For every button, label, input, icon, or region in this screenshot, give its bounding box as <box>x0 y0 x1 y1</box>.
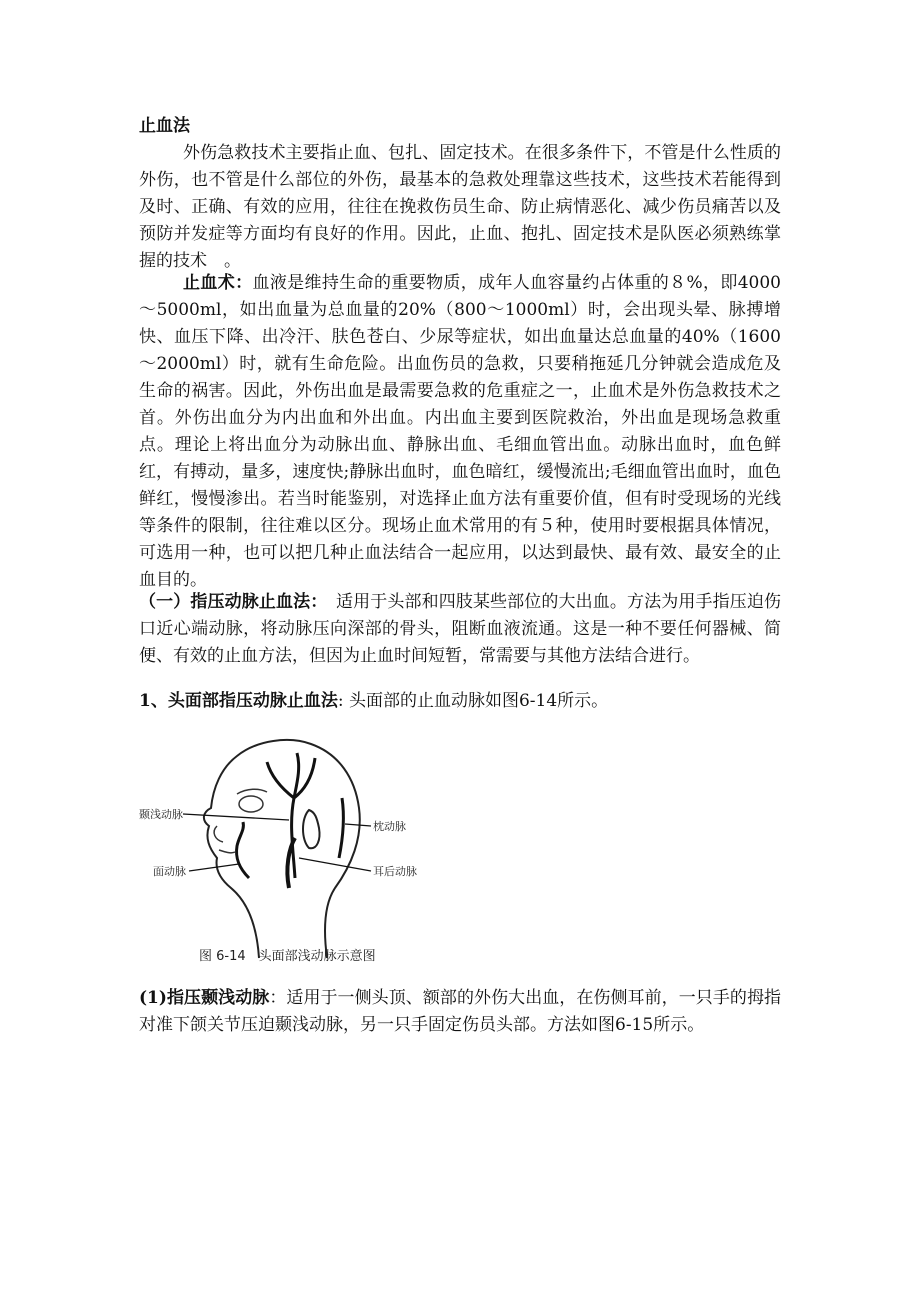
ear-shape <box>303 810 320 848</box>
item1-paragraph <box>139 985 781 1039</box>
figure-caption: 图 6-14 头面部浅动脉示意图 <box>199 949 376 964</box>
leader-facial <box>189 864 239 871</box>
doc-title: 止血法 <box>139 116 190 136</box>
label-temporal-artery: 颞浅动脉 <box>139 808 183 821</box>
leader-occipital <box>345 824 371 826</box>
hemostasis-heading: 止血术： <box>183 273 253 293</box>
hemostasis-body: 血液是维持生命的重要物质，成年人血容量约占体重的８%，即4000～5000ml，如出血量为总血量的20%（800～1000ml）时，会出现头晕、脉搏增快、血压下降、出冷汗、肤色苍白、少尿等症状，如出血量达总血量的40%（1600～2000ml）时，就有生命危险。出血伤员的急救，只要稍拖延几分钟就会造成危及生命的祸害。因此，外伤出血是最需要急救的危重症之一，止血术是外伤急救技术之首。外伤出血分为内出血和外出血。内出血主要到医院救治，外出血是现场急救重点。理论上将出血分为动脉出血、静脉出血、毛细血管出血。动脉出血时，血色鲜红，有搏动，量多，速度快;静脉出血时，血色暗红，缓慢流出;毛细血管出血时，血色鲜红，慢慢渗出。若当时能鉴别，对选择止血方法有重要价值，但有时受现场的光线等条件的限制，往往难以区分。现场止血术常用的有５种，使用时要根据具体情况，可选用一种，也可以把几种止血法结合一起应用，以达到最快、最有效、最安全的止血目的。 <box>139 273 781 590</box>
intro-paragraph: 外伤急救技术主要指止血、包扎、固定技术。在很多条件下，不管是什么性质的外伤，也不管是什么部位的外伤，最基本的急救处理靠这些技术，这些技术若能得到及时、正确、有效的应用，往往在挽救伤员生命、防止病情恶化、减少伤员痛苦以及预防并发症等方面均有良好的作用。因此，止血、抱扎、固定技术是队医必须熟练掌握的技术 。 <box>139 143 781 271</box>
leader-temporal <box>183 814 289 820</box>
nose-mouth-shape <box>214 826 235 853</box>
eyebrow-shape <box>237 789 267 794</box>
subsection1-body: : 头面部的止血动脉如图6-14所示。 <box>337 691 609 711</box>
label-posterior-auricular-artery: 耳后动脉 <box>373 865 417 878</box>
facial-artery <box>237 822 250 878</box>
subsection1-paragraph <box>139 688 781 715</box>
item1-body: ：适用于一侧头顶、额部的外伤大出血，在伤侧耳前，一只手的拇指对准下颌关节压迫颞浅动脉，另一只手固定伤员头部。方法如图6-15所示。 <box>139 988 782 1035</box>
label-facial-artery: 面动脉 <box>153 865 186 878</box>
eye-shape <box>239 796 263 812</box>
leader-posterior-auricular <box>299 858 371 871</box>
head-outline <box>204 740 360 958</box>
section1-heading: （一）指压动脉止血法： <box>139 592 319 612</box>
item1-heading: (1)指压颞浅动脉 <box>139 988 270 1008</box>
label-occipital-artery: 枕动脉 <box>373 820 406 833</box>
subsection1-heading: 1、头面部指压动脉止血法 <box>139 691 338 711</box>
section1-paragraph <box>139 589 781 670</box>
head-artery-figure <box>139 728 429 973</box>
occipital-artery <box>339 798 343 858</box>
hemostasis-paragraph <box>139 270 781 594</box>
section1-body: 适用于头部和四肢某些部位的大出血。方法为用手指压迫伤口近心端动脉，将动脉压向深部的骨头，阻断血液流通。这是一种不要任何器械、简便、有效的止血方法，但因为止血时间短暂，常需要与其他方法结合进行。 <box>139 592 782 666</box>
head-artery-diagram <box>139 728 429 973</box>
